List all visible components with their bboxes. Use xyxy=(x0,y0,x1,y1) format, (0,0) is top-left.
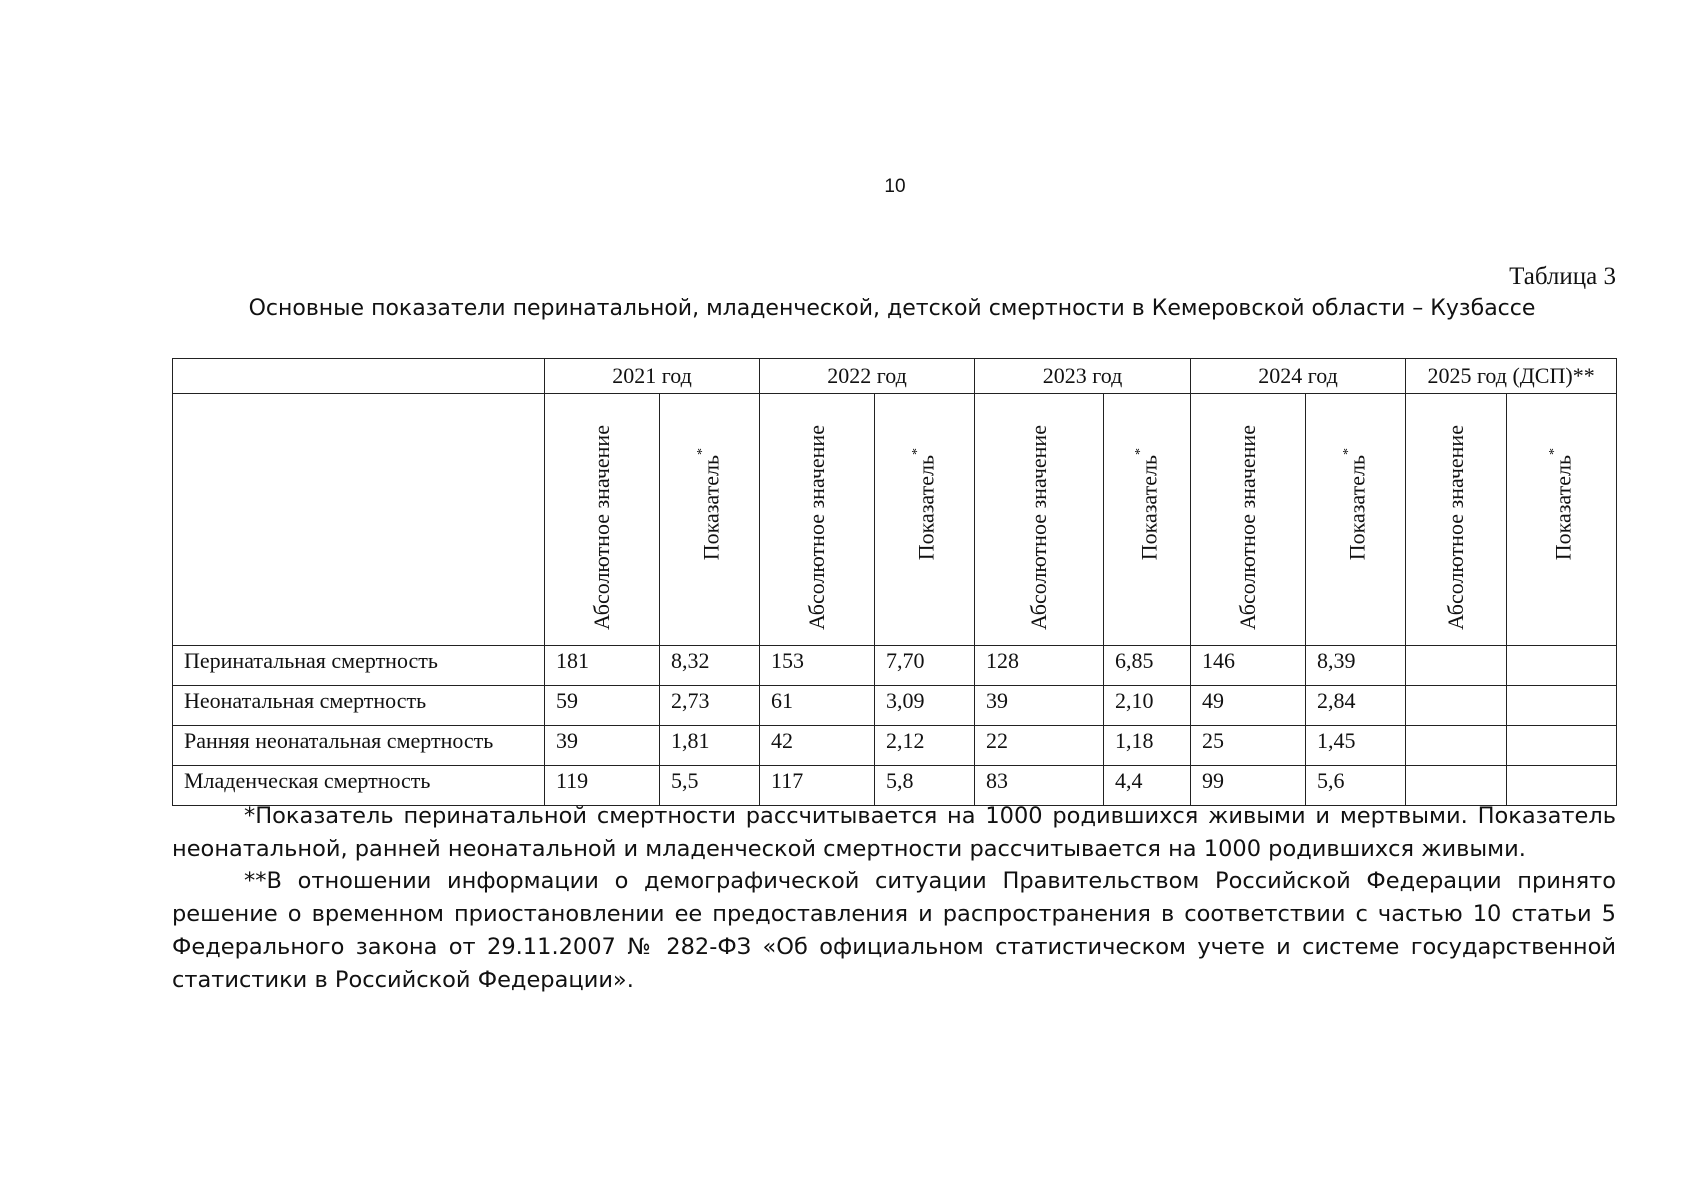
year-header: 2024 год xyxy=(1191,359,1406,394)
table-row xyxy=(173,646,1617,686)
table-cell: 2,84 xyxy=(1306,686,1406,726)
year-header: 2021 год xyxy=(545,359,760,394)
year-header-row xyxy=(173,359,1617,394)
table-cell: 2,10 xyxy=(1104,686,1191,726)
subheader-indicator-label: Показатель xyxy=(1136,455,1162,561)
table-cell xyxy=(1406,686,1507,726)
footnote-mark: * xyxy=(1341,448,1357,455)
row-label: Перинатальная смертность xyxy=(173,646,545,686)
table-cell: 39 xyxy=(545,726,660,766)
header-corner-cell xyxy=(173,359,545,394)
subheader-indicator-label: Показатель xyxy=(1344,455,1370,561)
table-cell: 99 xyxy=(1191,766,1306,806)
table-cell: 1,45 xyxy=(1306,726,1406,766)
table-cell: 42 xyxy=(760,726,875,766)
table-cell: 146 xyxy=(1191,646,1306,686)
table-cell: 5,6 xyxy=(1306,766,1406,806)
footnote-1: *Показатель перинатальной смертности рассчитывается на 1000 родившихся живыми и мертвыми. Показатель неонатальной, ранней неонатальной и младенческой смертности рассчитывается на 1000 родившихся живыми. xyxy=(172,803,1616,862)
row-label: Неонатальная смертность xyxy=(173,686,545,726)
table-cell xyxy=(1406,646,1507,686)
table-cell: 7,70 xyxy=(875,646,975,686)
subheader-indicator-label: Показатель xyxy=(913,455,939,561)
table-cell: 3,09 xyxy=(875,686,975,726)
table-cell: 1,81 xyxy=(660,726,760,766)
table-cell: 117 xyxy=(760,766,875,806)
table-cell: 22 xyxy=(975,726,1104,766)
subheader-absolute-label: Абсолютное значение xyxy=(589,425,614,630)
row-label: Младенческая смертность xyxy=(173,766,545,806)
footnote-2: **В отношении информации о демографической ситуации Правительством Российской Федерации принято решение о временном приостановлении ее предоставления и распространения в соответствии с частью 10 статьи 5 Федерального закона от 29.11.2007 № 282-ФЗ «Об официальном статистическом учете и системе государственной статистики в Российской Федерации». xyxy=(172,868,1616,993)
table-cell: 2,12 xyxy=(875,726,975,766)
subheader-indicator xyxy=(1104,394,1191,646)
table-cell: 128 xyxy=(975,646,1104,686)
subheader-absolute xyxy=(545,394,660,646)
subheader-absolute-label: Абсолютное значение xyxy=(1235,425,1261,630)
table-cell: 59 xyxy=(545,686,660,726)
table-cell xyxy=(1507,646,1617,686)
subheader-absolute-label: Абсолютное значение xyxy=(804,425,830,630)
table-cell: 1,18 xyxy=(1104,726,1191,766)
table-cell: 119 xyxy=(545,766,660,806)
year-header: 2025 год (ДСП)** xyxy=(1406,359,1617,394)
subheader-absolute-label: Абсолютное значение xyxy=(1026,425,1052,630)
subheader-absolute xyxy=(975,394,1104,646)
table-cell: 8,32 xyxy=(660,646,760,686)
table-cell xyxy=(1507,686,1617,726)
table-cell: 5,5 xyxy=(660,766,760,806)
table-cell: 153 xyxy=(760,646,875,686)
mortality-table xyxy=(172,358,1617,806)
table-cell: 39 xyxy=(975,686,1104,726)
subheader-absolute xyxy=(1406,394,1507,646)
table-cell: 61 xyxy=(760,686,875,726)
subheader-indicator-label: Показатель xyxy=(1550,455,1576,561)
footnote-mark: * xyxy=(1132,448,1148,455)
subheader-indicator-label: Показатель xyxy=(698,455,724,561)
table-cell xyxy=(1507,726,1617,766)
footnote-mark: * xyxy=(695,448,711,455)
subheader-indicator xyxy=(1306,394,1406,646)
table-cell: 49 xyxy=(1191,686,1306,726)
subheader-indicator xyxy=(660,394,760,646)
table-cell: 6,85 xyxy=(1104,646,1191,686)
subheader-indicator xyxy=(875,394,975,646)
table-cell: 8,39 xyxy=(1306,646,1406,686)
page-number: 10 xyxy=(884,176,906,197)
footnote-mark: * xyxy=(1547,448,1563,455)
table-cell: 2,73 xyxy=(660,686,760,726)
table-row xyxy=(173,686,1617,726)
table-cell: 83 xyxy=(975,766,1104,806)
table-cell: 25 xyxy=(1191,726,1306,766)
subheader-indicator xyxy=(1507,394,1617,646)
subheader-absolute xyxy=(760,394,875,646)
table-cell: 4,4 xyxy=(1104,766,1191,806)
footnote-mark: * xyxy=(910,448,926,455)
year-header: 2022 год xyxy=(760,359,975,394)
table-title: Основные показатели перинатальной, младенческой, детской смертности в Кемеровской области – Кузбассе xyxy=(248,296,1536,321)
subheader-row xyxy=(173,394,1617,646)
table-cell: 181 xyxy=(545,646,660,686)
year-header: 2023 год xyxy=(975,359,1191,394)
table-cell: 5,8 xyxy=(875,766,975,806)
table-label: Таблица 3 xyxy=(1509,263,1616,290)
subheader-blank-cell xyxy=(173,394,545,646)
table-cell xyxy=(1406,726,1507,766)
table-row xyxy=(173,726,1617,766)
row-label: Ранняя неонатальная смертность xyxy=(173,726,545,766)
subheader-absolute-label: Абсолютное значение xyxy=(1443,425,1469,630)
subheader-absolute xyxy=(1191,394,1306,646)
